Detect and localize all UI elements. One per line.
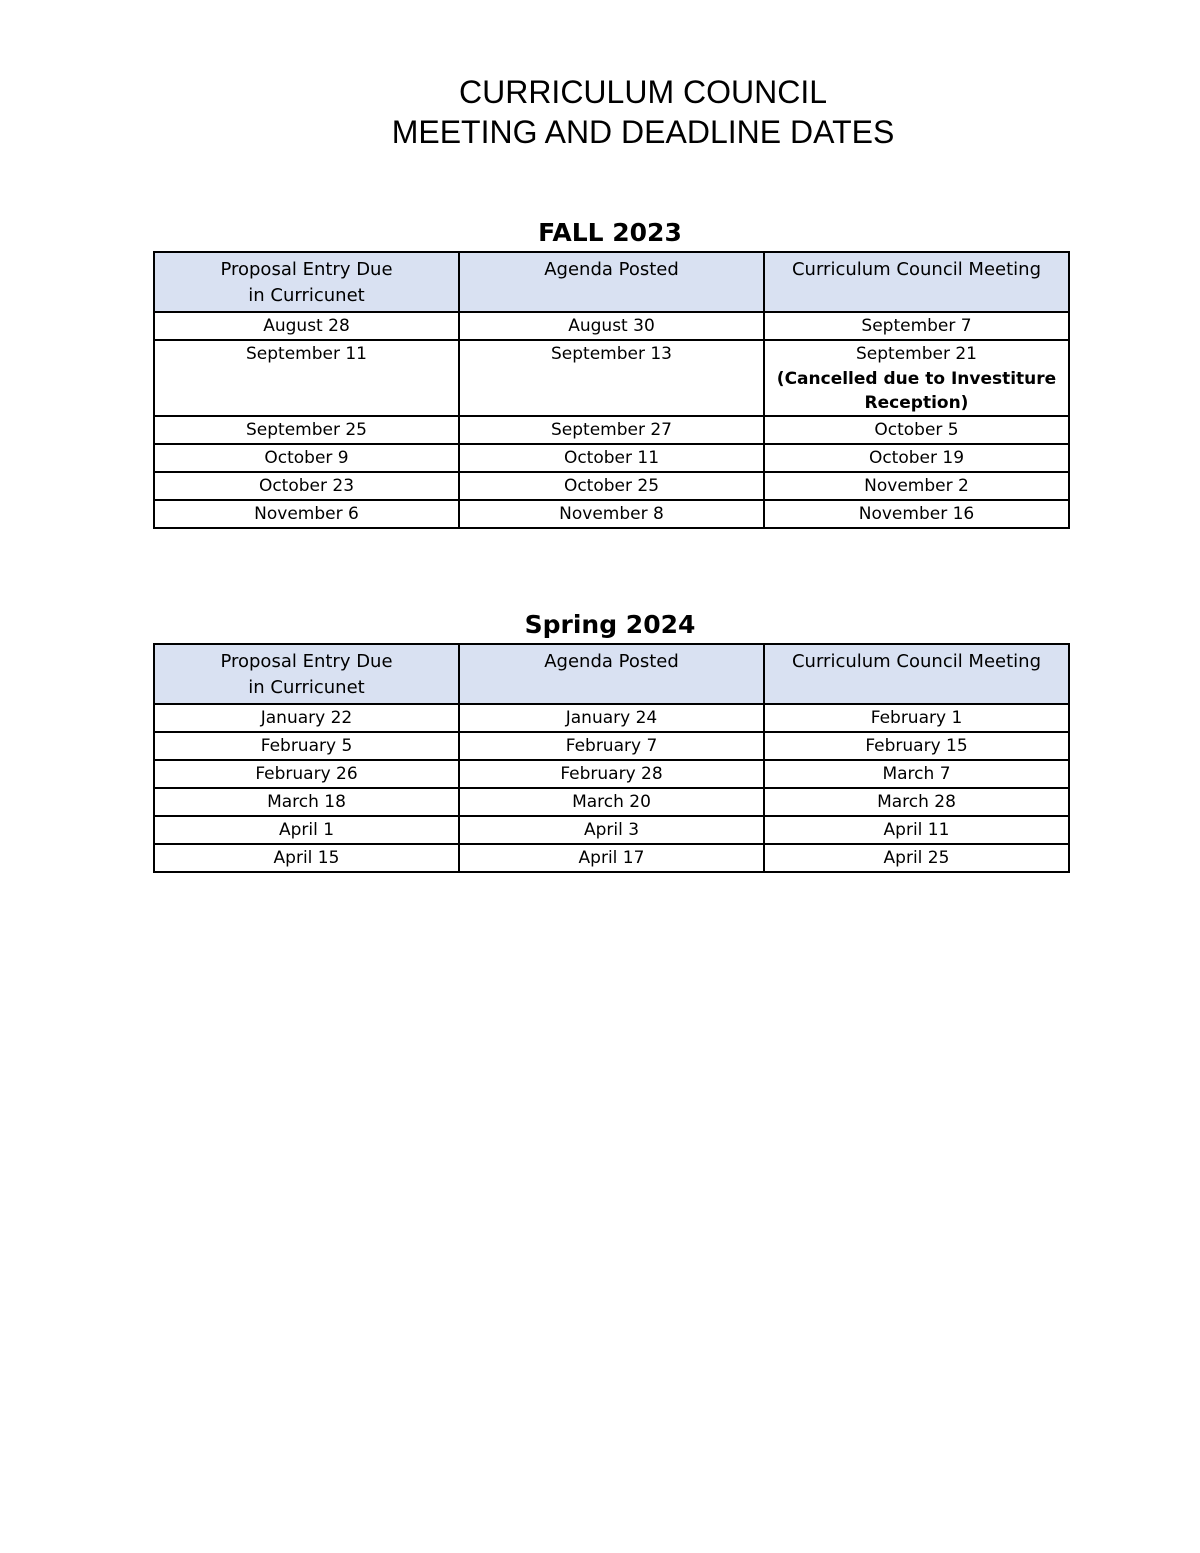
table-row	[154, 816, 1069, 844]
column-header-meeting: Curriculum Council Meeting	[764, 644, 1069, 704]
table-row	[154, 500, 1069, 528]
table-header-row	[154, 644, 1069, 704]
spring-schedule-table	[153, 643, 1070, 873]
agenda-date-cell: April 17	[459, 844, 764, 872]
table-row	[154, 704, 1069, 732]
agenda-date-cell: April 3	[459, 816, 764, 844]
table-row	[154, 444, 1069, 472]
column-header-agenda: Agenda Posted	[459, 644, 764, 704]
proposal-date-cell: August 28	[154, 312, 459, 340]
proposal-date-cell: November 6	[154, 500, 459, 528]
proposal-date-cell: February 5	[154, 732, 459, 760]
agenda-date-cell: October 11	[459, 444, 764, 472]
table-row	[154, 312, 1069, 340]
column-header-proposal	[154, 644, 459, 704]
proposal-date-cell: September 11	[154, 340, 459, 416]
agenda-date-cell: October 25	[459, 472, 764, 500]
cancellation-note: (Cancelled due to Investiture Reception)	[776, 369, 1057, 413]
proposal-date-cell: April 15	[154, 844, 459, 872]
meeting-date: September 21	[855, 344, 977, 364]
meeting-date-cell: October 19	[764, 444, 1069, 472]
proposal-date-cell: April 1	[154, 816, 459, 844]
agenda-date-cell: February 28	[459, 760, 764, 788]
column-header-proposal-line2: in Curricunet	[248, 285, 365, 306]
meeting-date-cell: April 11	[764, 816, 1069, 844]
agenda-date-cell: February 7	[459, 732, 764, 760]
proposal-date-cell: January 22	[154, 704, 459, 732]
table-row	[154, 788, 1069, 816]
column-header-agenda: Agenda Posted	[459, 252, 764, 312]
meeting-date-cell: November 2	[764, 472, 1069, 500]
meeting-date-cell: October 5	[764, 416, 1069, 444]
table-row	[154, 844, 1069, 872]
spring-section-title: Spring 2024	[524, 610, 696, 639]
meeting-date-cell: February 15	[764, 732, 1069, 760]
column-header-proposal	[154, 252, 459, 312]
page-title-line-2: MEETING AND DEADLINE DATES	[391, 114, 895, 150]
proposal-date-cell: October 9	[154, 444, 459, 472]
table-row	[154, 416, 1069, 444]
meeting-date-cell: November 16	[764, 500, 1069, 528]
fall-schedule-table	[153, 251, 1070, 529]
agenda-date-cell: August 30	[459, 312, 764, 340]
column-header-proposal-line1: Proposal Entry Due	[220, 651, 393, 672]
proposal-date-cell: March 18	[154, 788, 459, 816]
meeting-date-cell: February 1	[764, 704, 1069, 732]
agenda-date-cell: September 13	[459, 340, 764, 416]
meeting-date-cell	[764, 340, 1069, 416]
column-header-proposal-line1: Proposal Entry Due	[220, 259, 393, 280]
agenda-date-cell: November 8	[459, 500, 764, 528]
meeting-date-cell: March 28	[764, 788, 1069, 816]
proposal-date-cell: February 26	[154, 760, 459, 788]
agenda-date-cell: January 24	[459, 704, 764, 732]
meeting-date-cell: March 7	[764, 760, 1069, 788]
table-row	[154, 760, 1069, 788]
meeting-date-cell: April 25	[764, 844, 1069, 872]
page-title-line-1: CURRICULUM COUNCIL	[458, 74, 827, 110]
agenda-date-cell: September 27	[459, 416, 764, 444]
agenda-date-cell: March 20	[459, 788, 764, 816]
table-row	[154, 472, 1069, 500]
meeting-date-cell: September 7	[764, 312, 1069, 340]
table-row	[154, 732, 1069, 760]
column-header-meeting: Curriculum Council Meeting	[764, 252, 1069, 312]
proposal-date-cell: October 23	[154, 472, 459, 500]
fall-section-title: FALL 2023	[538, 218, 682, 247]
table-row	[154, 340, 1069, 416]
column-header-proposal-line2: in Curricunet	[248, 677, 365, 698]
table-header-row	[154, 252, 1069, 312]
proposal-date-cell: September 25	[154, 416, 459, 444]
